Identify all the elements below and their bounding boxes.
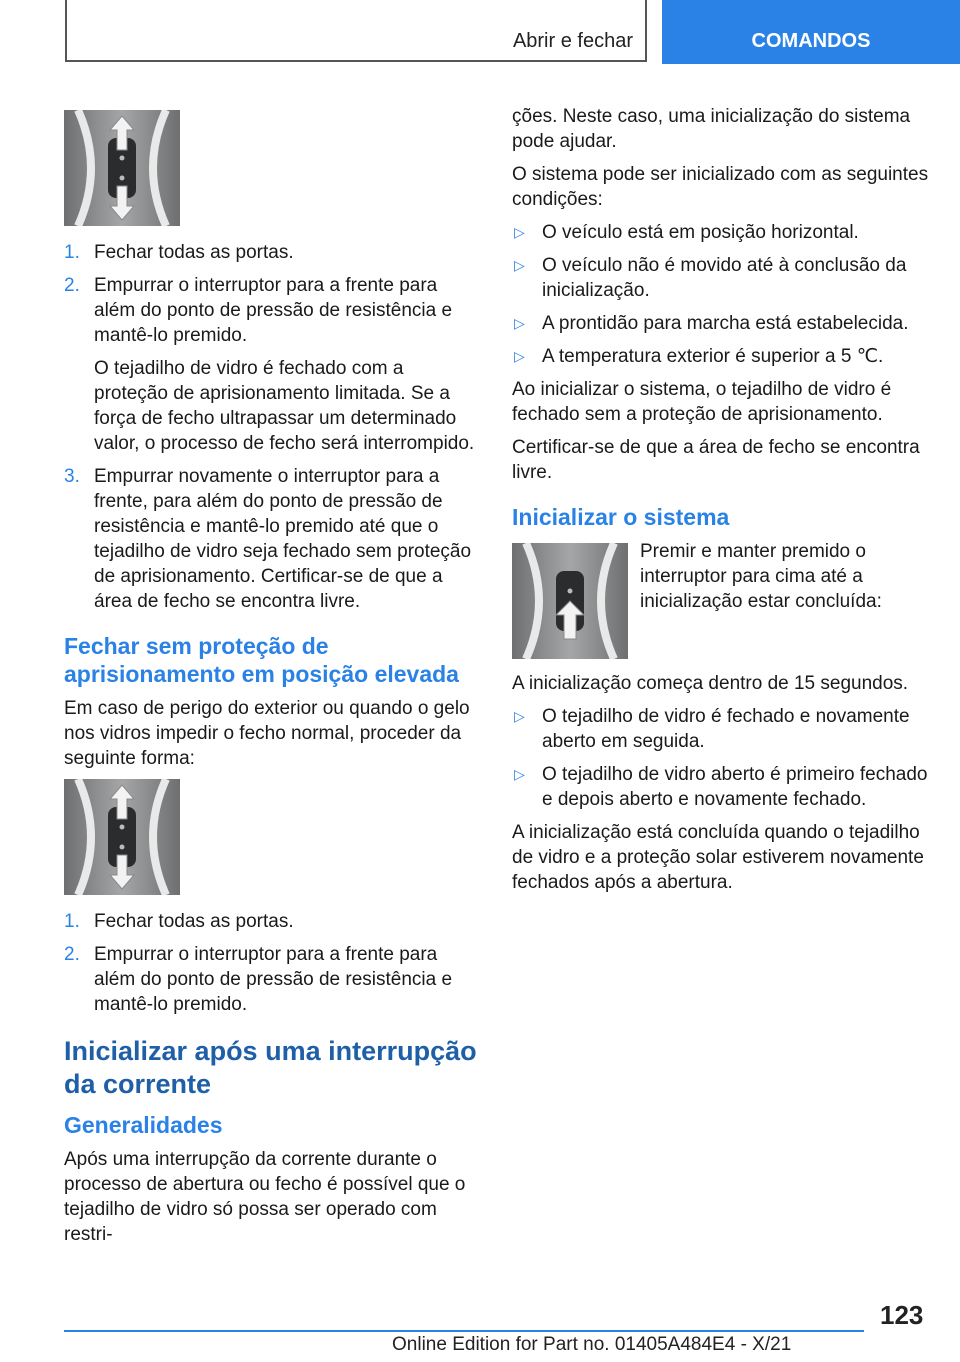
list-item	[512, 704, 932, 754]
paragraph: Certificar-se de que a área de fecho se encontra livre.	[512, 437, 920, 483]
item-text: A prontidão para marcha está estabelecida.	[542, 313, 909, 334]
list-item	[64, 909, 480, 934]
heading-init-after-power: Inicializar após uma interrupção da corrente	[64, 1036, 477, 1099]
triangle-bullet-icon: ▷	[514, 257, 525, 273]
left-column	[64, 104, 480, 1255]
heading-init-system: Inicializar o sistema	[512, 504, 730, 530]
item-text: A temperatura exterior é superior a 5 ℃.	[542, 346, 884, 367]
step-number: 2.	[64, 275, 80, 296]
page-number: 123	[880, 1300, 924, 1330]
paragraph: A inicialização começa dentro de 15 segundos.	[512, 673, 909, 694]
step-text: Empurrar o interruptor para a frente para além do ponto de pressão de resistência e mantê-lo premido.	[94, 275, 453, 346]
item-text: O veículo está em posição horizontal.	[542, 222, 859, 243]
list-item	[512, 220, 932, 245]
step-text: Fechar todas as portas.	[94, 242, 294, 263]
list-item	[512, 762, 932, 812]
heading-elevated: Fechar sem proteção de aprisionamento em posição elevada	[64, 633, 459, 687]
item-text: O tejadilho de vidro é fechado e novamente aberto em seguida.	[542, 706, 910, 752]
list-item	[64, 942, 480, 1017]
step-number: 3.	[64, 466, 80, 487]
list-item	[64, 240, 480, 265]
chapter-tab[interactable]: COMANDOS	[662, 0, 960, 64]
step-text: Empurrar o interruptor para a frente para além do ponto de pressão de resistência e mantê-lo premido.	[94, 944, 453, 1015]
right-column	[512, 104, 932, 903]
paragraph: Premir e manter premido o interruptor para cima até a inicialização estar concluída:	[640, 541, 882, 612]
elevated-steps	[64, 909, 480, 1017]
step-text: Empurrar novamente o interruptor para a frente, para além do ponto de pressão de resistência e mantê-lo premido até que o tejadilho de vidro seja fechado sem proteção de aprisionamento. Certificar-se de que a área de fecho se encontra livre.	[94, 466, 472, 612]
section-title: Abrir e fechar	[512, 30, 633, 52]
step-number: 1.	[64, 242, 80, 263]
triangle-bullet-icon: ▷	[514, 224, 525, 240]
triangle-bullet-icon: ▷	[514, 708, 525, 724]
conditions-list	[512, 220, 932, 369]
switch-close-illustration	[64, 110, 180, 226]
list-item	[512, 311, 932, 336]
paragraph: O sistema pode ser inicializado com as seguintes condições:	[512, 164, 929, 210]
step-text: Fechar todas as portas.	[94, 911, 294, 932]
paragraph: A inicialização está concluída quando o tejadilho de vidro e a proteção solar estiverem novamente fechados após a abertura.	[512, 822, 924, 893]
list-item	[64, 464, 480, 614]
paragraph: ções. Neste caso, uma inicialização do sistema pode ajudar.	[512, 106, 911, 152]
results-list	[512, 704, 932, 812]
triangle-bullet-icon: ▷	[514, 348, 525, 364]
switch-close-illustration-2	[64, 779, 180, 895]
header-frame	[65, 0, 647, 62]
list-item	[512, 344, 932, 369]
paragraph: Após uma interrupção da corrente durante o processo de abertura ou fecho é possível que o tejadilho de vidro só possa ser operado com restri-	[64, 1149, 466, 1245]
step-number: 2.	[64, 944, 80, 965]
list-item	[64, 273, 480, 456]
close-steps	[64, 240, 480, 614]
footer-edition: Online Edition for Part no. 01405A484E4 - X/21	[392, 1334, 792, 1355]
triangle-bullet-icon: ▷	[514, 315, 525, 331]
paragraph: Em caso de perigo do exterior ou quando o gelo nos vidros impedir o fecho normal, proceder da seguinte forma:	[64, 698, 470, 769]
heading-general: Generalidades	[64, 1112, 223, 1138]
item-text: O veículo não é movido até à conclusão da inicialização.	[542, 255, 907, 301]
paragraph: Ao inicializar o sistema, o tejadilho de vidro é fechado sem a proteção de aprisionamento.	[512, 379, 892, 425]
triangle-bullet-icon: ▷	[514, 766, 525, 782]
step-note: O tejadilho de vidro é fechado com a proteção de aprisionamento limitada. Se a força de fecho ultrapassar um determinado valor, o processo de fecho será interrompido.	[94, 358, 475, 454]
switch-up-illustration	[512, 543, 628, 659]
step-number: 1.	[64, 911, 80, 932]
item-text: O tejadilho de vidro aberto é primeiro fechado e depois aberto e novamente fechado.	[542, 764, 928, 810]
list-item	[512, 253, 932, 303]
footer-divider	[64, 1330, 864, 1332]
